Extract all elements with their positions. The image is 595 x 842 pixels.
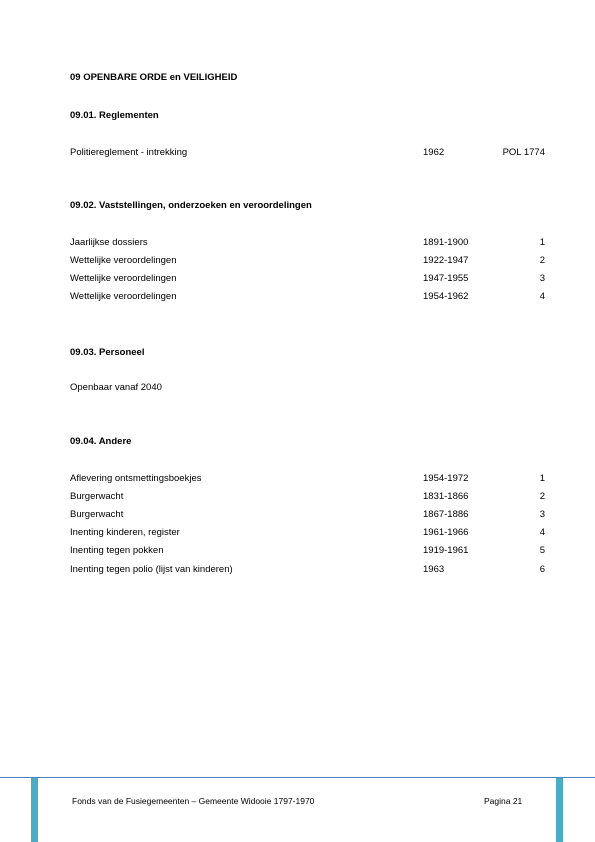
table-row [70,545,545,559]
row-date: 1961-1966 [423,527,469,538]
footer-divider [0,777,595,778]
row-description: Inenting kinderen, register [70,527,180,538]
table-row [70,147,545,161]
row-description: Wettelijke veroordelingen [70,291,177,302]
row-description: Burgerwacht [70,491,124,502]
table-row [70,273,545,287]
table-row [70,527,545,541]
footer-left-bar [31,778,38,842]
row-date: 1891-1900 [423,237,469,248]
row-number: POL 1774 [502,147,545,158]
row-date: 1954-1972 [423,473,469,484]
section-title: 09.01. Reglementen [70,110,159,121]
row-number: 3 [539,273,545,284]
row-description: Wettelijke veroordelingen [70,255,177,266]
row-description: Aflevering ontsmettingsboekjes [70,473,202,484]
row-date: 1919-1961 [423,545,469,556]
row-description: Wettelijke veroordelingen [70,273,177,284]
table-row [70,509,545,523]
row-number: 1 [539,237,545,248]
row-description: Politiereglement - intrekking [70,147,188,158]
footer-right-bar [556,778,563,842]
row-description: Inenting tegen polio (lijst van kinderen) [70,564,233,575]
row-date: 1954-1962 [423,291,469,302]
row-date: 1922-1947 [423,255,469,266]
row-number: 2 [539,491,545,502]
table-row [70,237,545,251]
table-row [70,473,545,487]
section-title: 09.04. Andere [70,436,132,447]
row-date: 1963 [423,564,445,575]
row-number: 3 [539,509,545,520]
row-number: 4 [539,291,545,302]
table-row [70,291,545,305]
row-number: 1 [539,473,545,484]
row-number: 5 [539,545,545,556]
row-description: Inenting tegen pokken [70,545,164,556]
row-date: 1947-1955 [423,273,469,284]
row-date: 1867-1886 [423,509,469,520]
section-note: Openbaar vanaf 2040 [70,382,162,393]
row-date: 1831-1866 [423,491,469,502]
section-title: 09.03. Personeel [70,347,145,358]
row-number: 2 [539,255,545,266]
footer-title: Fonds van de Fusiegemeenten – Gemeente Widooie 1797-1970 [72,796,315,806]
page-number: Pagina 21 [484,796,523,806]
row-description: Jaarlijkse dossiers [70,237,148,248]
table-row [70,564,545,578]
table-row [70,491,545,505]
row-date: 1962 [423,147,445,158]
row-number: 6 [539,564,545,575]
row-number: 4 [539,527,545,538]
table-row [70,255,545,269]
section-title: 09.02. Vaststellingen, onderzoeken en veroordelingen [70,200,312,211]
page-heading: 09 OPENBARE ORDE en VEILIGHEID [70,72,238,83]
row-description: Burgerwacht [70,509,124,520]
